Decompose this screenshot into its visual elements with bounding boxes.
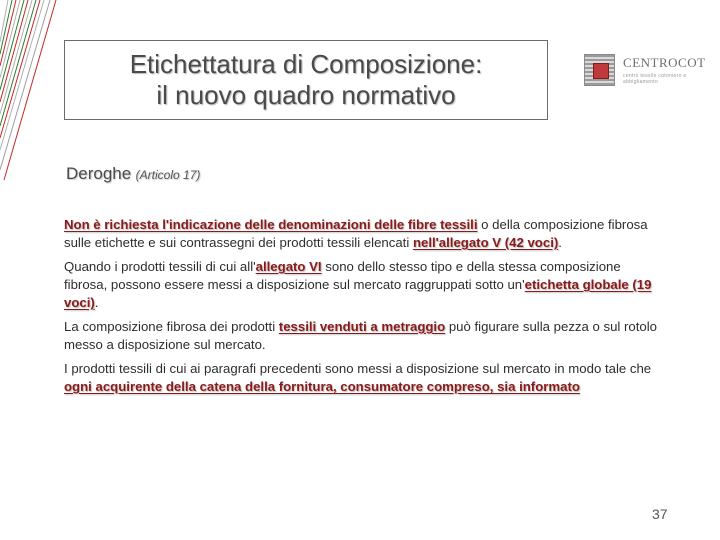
paragraph-text: Quando i prodotti tessili di cui all' — [64, 259, 256, 274]
logo-tagline: centro tessile cotoniero e abbigliamento — [623, 73, 687, 85]
paragraph-text: La composizione fibrosa dei prodotti — [64, 319, 279, 334]
body-text — [64, 216, 664, 402]
highlight-text: ogni acquirente della catena della fornitura, consumatore compreso, sia informato — [64, 379, 580, 394]
paragraph-1 — [64, 216, 664, 252]
logo-mark-icon — [584, 54, 615, 86]
highlight-text: nell'allegato V (42 voci) — [412, 235, 559, 250]
paragraph-3 — [64, 318, 664, 354]
paragraph-2 — [64, 258, 664, 312]
page-number: 37 — [652, 506, 668, 522]
paragraph-text: I prodotti tessili di cui ai paragrafi precedenti sono messi a disposizione sul mercato in modo tale che — [64, 361, 652, 376]
centrocot-logo — [584, 54, 720, 86]
subtitle-main: Deroghe — [66, 164, 132, 183]
highlight-text: Non è richiesta l'indicazione delle denominazioni delle fibre tessili — [64, 217, 478, 232]
paragraph-text: può figurare sulla pezza o sul rotolo messo a disposizione sul mercato. — [64, 319, 658, 352]
slide-title-line-1: Etichettatura di Composizione: — [129, 49, 483, 79]
paragraph-text: . — [94, 295, 99, 310]
highlight-text: etichetta globale (19 voci) — [64, 277, 652, 310]
paragraph-text: . — [558, 235, 562, 250]
slide-title-box — [64, 40, 548, 120]
slide-title-line-2: il nuovo quadro normativo — [156, 80, 456, 110]
subtitle-note: (Articolo 17) — [135, 168, 201, 182]
logo-name: CENTROCOT — [623, 55, 706, 70]
section-subtitle — [66, 164, 200, 184]
highlight-text: tessili venduti a metraggio — [278, 319, 446, 334]
paragraph-4 — [64, 360, 664, 396]
highlight-text: allegato VI — [255, 259, 322, 274]
paragraph-text: o della composizione fibrosa sulle etichette e sui contrassegni dei prodotti tessili elencati — [64, 217, 648, 250]
paragraph-text: sono dello stesso tipo e della stessa composizione fibrosa, possono essere messi a disposizione sul mercato raggruppati sotto un' — [64, 259, 621, 292]
decorative-stripes — [0, 0, 60, 180]
